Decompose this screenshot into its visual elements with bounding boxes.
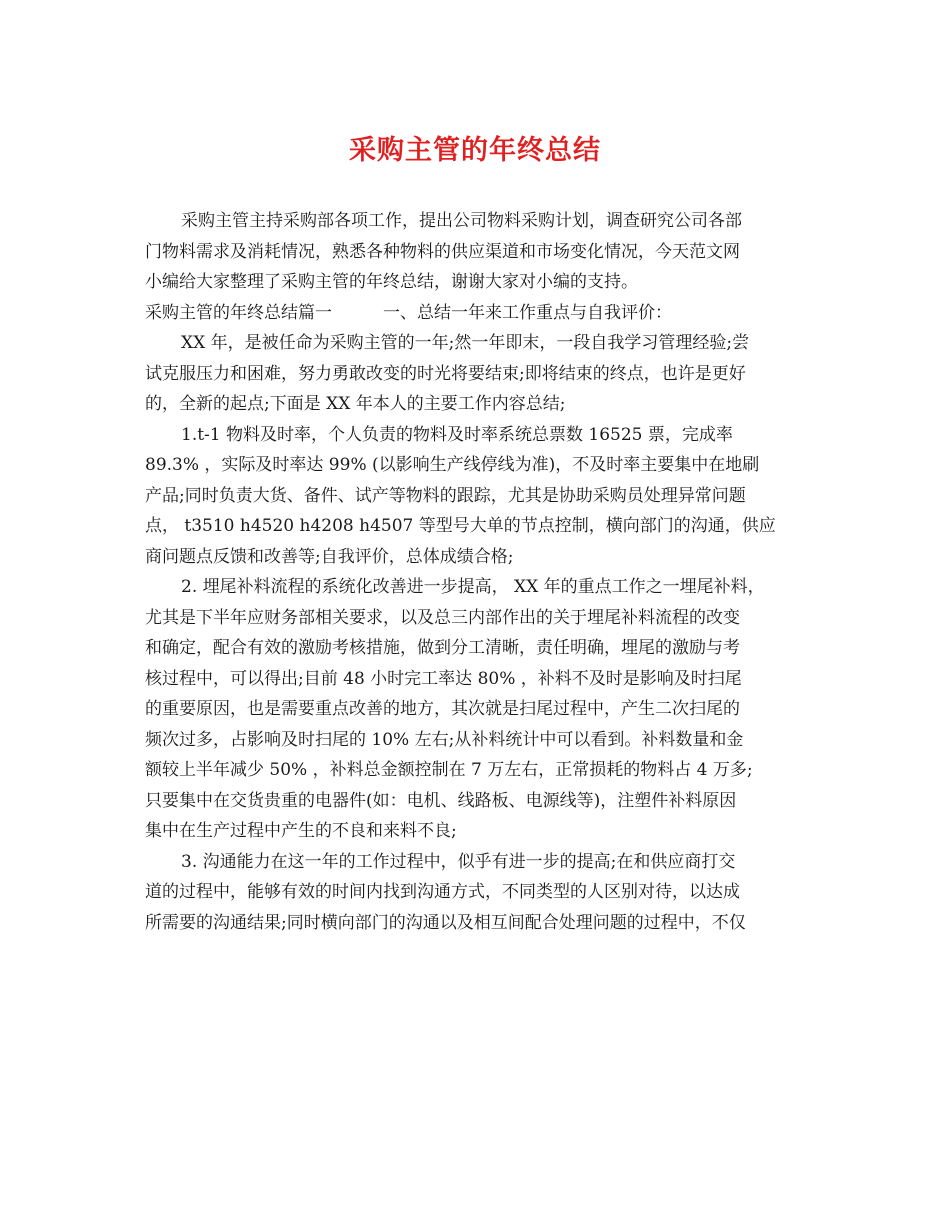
text-line: 尤其是下半年应财务部相关要求，以及总三内部作出的关于埋尾补料流程的改变 bbox=[145, 607, 740, 628]
text-line: 1.t-1 物料及时率，个人负责的物料及时率系统总票数 16525 票，完成率 bbox=[181, 424, 733, 445]
text-line: 小编给大家整理了采购主管的年终总结，谢谢大家对小编的支持。 bbox=[145, 272, 638, 292]
text-line: 点， t3510 h4520 h4208 h4507 等型号大单的节点控制，横向部门的沟通，供应 bbox=[145, 516, 776, 536]
text-line: 道的过程中，能够有效的时间内找到沟通方式，不同类型的人区别对待，以达成 bbox=[145, 882, 740, 902]
text-line: 集中在生产过程中产生的不良和来料不良; bbox=[145, 821, 457, 841]
text-line: 89.3% ，实际及时率达 99% (以影响生产线停线为准)，不及时率主要集中在地刷 bbox=[145, 455, 760, 475]
text-line: 的，全新的起点;下面是 XX 年本人的主要工作内容总结; bbox=[145, 394, 566, 414]
text-line: XX 年，是被任命为采购主管的一年;然一年即末，一段自我学习管理经验;尝 bbox=[181, 333, 750, 353]
document-body bbox=[145, 206, 815, 938]
text-line: 门物料需求及消耗情况，熟悉各种物料的供应渠道和市场变化情况，今天范文网 bbox=[145, 241, 740, 262]
text-line: 试克服压力和困难，努力勇敢改变的时光将要结束;即将结束的终点，也许是更好 bbox=[145, 363, 746, 384]
text-line: 额较上半年减少 50% ，补料总金额控制在 7 万左右，正常损耗的物料占 4 万多; bbox=[145, 760, 753, 780]
text-line: 和确定，配合有效的激励考核措施，做到分工清晰，责任明确，埋尾的激励与考 bbox=[145, 638, 740, 658]
text-line: 商问题点反馈和改善等;自我评价，总体成绩合格; bbox=[145, 546, 514, 567]
text-line: 2. 埋尾补料流程的系统化改善进一步提高， XX 年的重点工作之一埋尾补料， bbox=[181, 577, 765, 597]
text-line: 的重要原因，也是需要重点改善的地方，其次就是扫尾过程中，产生二次扫尾的 bbox=[145, 699, 740, 719]
text-line: 产品;同时负责大货、备件、试产等物料的跟踪，尤其是协助采购员处理异常问题 bbox=[145, 485, 746, 506]
text-line: 采购主管主持采购部各项工作，提出公司物料采购计划，调查研究公司各部 bbox=[181, 211, 742, 231]
text-line: 频次过多，占影响及时扫尾的 10% 左右;从补料统计中可以看到。补料数量和金 bbox=[145, 729, 744, 750]
section-heading-line: 采购主管的年终总结篇一 一、总结一年来工作重点与自我评价： bbox=[145, 302, 672, 323]
text-line: 核过程中，可以得出;目前 48 小时完工率达 80% ，补料不及时是影响及时扫尾 bbox=[145, 668, 742, 689]
text-line: 所需要的沟通结果;同时横向部门的沟通以及相互间配合处理问题的过程中，不仅 bbox=[145, 912, 746, 933]
text-line: 只要集中在交货贵重的电器件(如：电机、线路板、电源线等)，注塑件补料原因 bbox=[145, 790, 737, 811]
document-title: 采购主管的年终总结 bbox=[349, 135, 601, 166]
text-line: 3. 沟通能力在这一年的工作过程中，似乎有进一步的提高;在和供应商打交 bbox=[181, 851, 736, 872]
